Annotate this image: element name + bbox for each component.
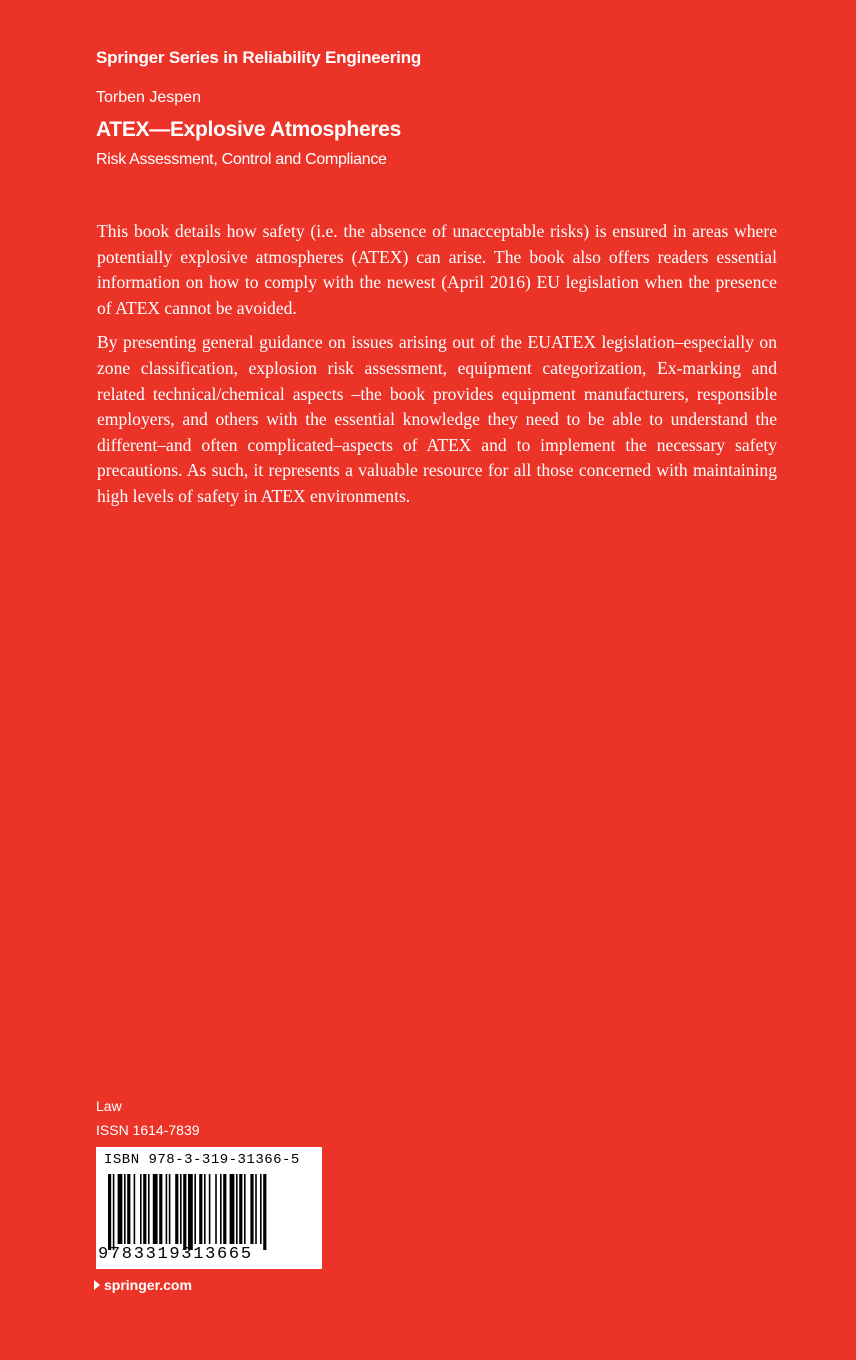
barcode-bar xyxy=(113,1174,115,1250)
description-paragraph-2: By presenting general guidance on issues arising out of the EUATEX legislation–especially on zone classification, explosion risk assessment, equipment categorization, Ex-marking and related technical/chemical aspects –the book provides equipment manufacturers, responsible employers, and others with the essential knowledge they need to be able to understand the different–and often complicated–aspects of ATEX and to implement the necessary safety precautions. As such, it represents a valuable resource for all those concerned with maintaining high levels of safety in ATEX environments. xyxy=(97,332,777,506)
barcode-bar xyxy=(230,1174,235,1244)
book-subtitle: Risk Assessment, Control and Compliance xyxy=(96,151,387,168)
publisher-website[interactable] xyxy=(94,1277,192,1293)
barcode-bar xyxy=(124,1174,126,1244)
author-name: Torben Jespen xyxy=(96,89,201,106)
barcode-bar xyxy=(255,1174,257,1244)
barcode-bar xyxy=(236,1174,238,1244)
triangle-right-icon xyxy=(94,1280,100,1290)
barcode-bar xyxy=(153,1174,158,1244)
description-paragraph-1: This book details how safety (i.e. the absence of unacceptable risks) is ensured in areas where potentially explosive atmospheres (ATEX) can arise. The book also offers readers essential information on how to comply with the newest (April 2016) EU legislation when the presence of ATEX cannot be avoided. xyxy=(97,221,777,318)
ean-digits: 9783319313665 xyxy=(98,1245,253,1264)
barcode-bar xyxy=(148,1174,150,1244)
barcode-bar xyxy=(263,1174,266,1250)
barcode-bar xyxy=(180,1174,182,1244)
isbn-barcode xyxy=(96,1147,322,1269)
barcode-bar xyxy=(134,1174,136,1244)
barcode-bar xyxy=(118,1174,123,1244)
barcode-bar xyxy=(209,1174,211,1244)
barcode-bar xyxy=(188,1174,193,1250)
barcode-bar xyxy=(169,1174,171,1244)
barcode-bar xyxy=(159,1174,162,1244)
barcode-bar xyxy=(260,1174,262,1244)
book-title: ATEX—Explosive Atmospheres xyxy=(96,118,401,141)
barcode-bar xyxy=(183,1174,186,1250)
series-title: Springer Series in Reliability Engineering xyxy=(96,48,422,67)
barcode-bar xyxy=(127,1174,130,1244)
barcode-bar xyxy=(166,1174,168,1244)
barcode-bar xyxy=(108,1174,111,1250)
barcode-bar xyxy=(199,1174,202,1244)
issn-number: ISSN 1614-7839 xyxy=(96,1122,200,1138)
barcode-bar xyxy=(244,1174,246,1244)
book-description xyxy=(97,219,777,519)
barcode-bar xyxy=(220,1174,222,1244)
website-label: springer.com xyxy=(104,1277,192,1293)
barcode-bar xyxy=(175,1174,178,1244)
subject-category: Law xyxy=(96,1098,122,1114)
barcode-bar xyxy=(143,1174,146,1244)
barcode-bar xyxy=(223,1174,226,1244)
barcode-bar xyxy=(140,1174,142,1244)
barcode-bar xyxy=(204,1174,206,1244)
barcode-bar xyxy=(215,1174,217,1244)
barcode-bar xyxy=(239,1174,242,1244)
isbn-number: ISBN 978-3-319-31366-5 xyxy=(104,1152,300,1168)
barcode-bar xyxy=(194,1174,196,1244)
barcode-bar xyxy=(250,1174,253,1244)
